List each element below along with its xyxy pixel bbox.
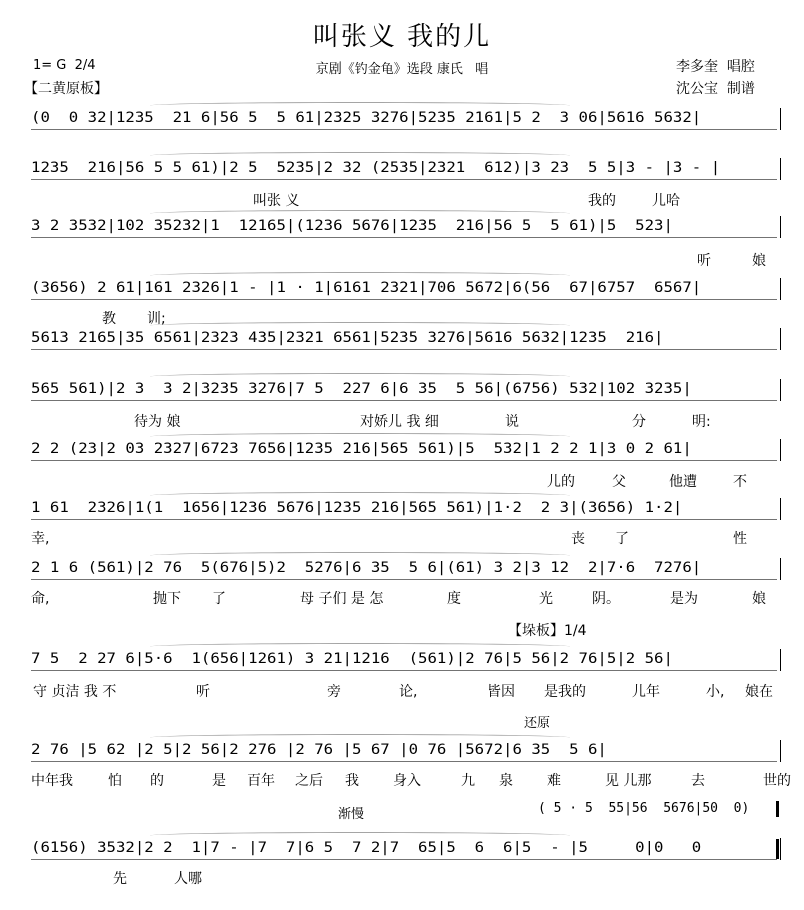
lyric-text: 小, [706, 684, 725, 700]
rhythm-beam [31, 859, 777, 860]
barline [780, 558, 781, 580]
lyric-text: 了 [615, 531, 629, 547]
lyric-text: 幸, [31, 531, 50, 547]
barline [780, 649, 781, 671]
lyric-text: 母 子们 是 怎 [300, 591, 384, 607]
notation-line: 2 76 |5 62 |2 5|2 56|2 276 |2 76 |5 67 |0 76 |5672|6 35 5 6| [31, 742, 607, 758]
lyric-text: 娘 [752, 253, 766, 269]
slur-mark [150, 272, 570, 279]
slur-mark [150, 433, 570, 440]
rhythm-beam [31, 460, 777, 461]
lyric-text: 叫张 义 [253, 193, 300, 209]
slur-mark [150, 552, 570, 559]
lyric-text: 论, [399, 684, 418, 700]
slur-mark [150, 373, 570, 380]
rhythm-beam [31, 129, 777, 130]
banqiang-label: 【二黄原板】 [24, 81, 108, 97]
huanyuan-marking: 还原 [524, 716, 551, 731]
lyric-text: 阴。 [592, 591, 620, 607]
tail-accompaniment: ( 5 · 5 55|56 5676|50 0) [538, 801, 750, 816]
lyric-text: 抛下 [153, 591, 181, 607]
lyric-text: 世的 [763, 773, 791, 789]
rhythm-beam [31, 579, 777, 580]
lyric-text: 了 [212, 591, 226, 607]
lyric-text: 去 [691, 773, 705, 789]
barline [780, 838, 781, 860]
slur-mark [150, 322, 570, 329]
key-signature: 1= G 2/4 [33, 58, 96, 73]
lyric-text: 度 [447, 591, 461, 607]
slur-mark [150, 643, 570, 650]
lyric-text: 旁 [327, 684, 341, 700]
lyric-text: 听 [196, 684, 210, 700]
slur-mark [150, 832, 570, 839]
lyric-text: 不 [733, 474, 747, 490]
lyric-text: 守 贞洁 我 不 [33, 684, 117, 700]
lyric-text: 对娇儿 我 细 [360, 414, 439, 430]
lyric-text: 儿年 [632, 684, 660, 700]
song-title: 叫张义 我的儿 [312, 22, 492, 52]
lyric-text: 我的 [588, 193, 616, 209]
slur-mark [150, 734, 570, 741]
lyric-text: 丧 [571, 531, 585, 547]
lyric-text: 是为 [670, 591, 698, 607]
notation-line: 565 561)|2 3 3 2|3235 3276|7 5 227 6|6 35 5 56|(6756) 532|102 3235| [31, 381, 692, 397]
lyric-text: 见 儿那 [605, 773, 652, 789]
notation-line: 2 1 6 (561)|2 76 5(676|5)2 5276|6 35 5 6|(61) 3 2|3 12 2|7·6 7276| [31, 560, 702, 576]
lyric-text: 娘在 [745, 684, 773, 700]
notation-line: 2 2 (23|2 03 2327|6723 7656|1235 216|565 561)|5 532|1 2 2 1|3 0 2 61| [31, 441, 692, 457]
lyric-text: 分 [632, 414, 646, 430]
barline [780, 328, 781, 350]
lyric-text: 身入 [393, 773, 421, 789]
barline [780, 379, 781, 401]
notation-line: 3 2 3532|102 35232|1 12165|(1236 5676|1235 216|56 5 5 61)|5 523| [31, 218, 673, 234]
lyric-text: 皆因 [487, 684, 515, 700]
lyric-text: 九 [461, 773, 475, 789]
rhythm-beam [31, 400, 777, 401]
lyric-text: 光 [539, 591, 553, 607]
lyric-text: 训; [147, 311, 166, 327]
barline [780, 439, 781, 461]
lyric-text: 命, [31, 591, 50, 607]
tail-double-bar [776, 801, 779, 817]
lyric-text: 的 [150, 773, 164, 789]
opera-subtitle: 京剧《钓金龟》选段 康氏 唱 [315, 62, 489, 77]
lyric-text: 百年 [247, 773, 275, 789]
rhythm-beam [31, 179, 777, 180]
lyric-text: 人哪 [174, 871, 202, 887]
notation-line: 5613 2165|35 6561|2323 435|2321 6561|5235 3276|5616 5632|1235 216| [31, 330, 664, 346]
lyric-text: 我 [345, 773, 359, 789]
lyric-text: 娘 [752, 591, 766, 607]
slur-mark [150, 492, 570, 499]
lyric-text: 泉 [499, 773, 513, 789]
lyric-text: 儿的 [547, 474, 575, 490]
lyric-text: 听 [697, 253, 711, 269]
notation-line: (3656) 2 61|161 2326|1 - |1 · 1|6161 2321|706 5672|6(56 67|6757 6567| [31, 280, 702, 296]
lyric-text: 是我的 [544, 684, 586, 700]
rhythm-beam [31, 299, 777, 300]
lyric-text: 性 [733, 531, 747, 547]
lyric-text: 是 [212, 773, 226, 789]
lyric-text: 说 [505, 414, 519, 430]
barline [780, 108, 781, 130]
barline [780, 216, 781, 238]
notation-line: (6156) 3532|2 2 1|7 - |7 7|6 5 7 2|7 65|5 6 6|5 - |5 0|0 0 [31, 840, 702, 856]
notation-line: 1 61 2326|1(1 1656|1236 5676|1235 216|565 561)|1·2 2 3|(3656) 1·2| [31, 500, 683, 516]
singer-credit: 李多奎 唱腔 [676, 59, 755, 75]
rhythm-beam [31, 237, 777, 238]
rhythm-beam [31, 670, 777, 671]
lyric-text: 他遭 [669, 474, 697, 490]
lyric-text: 明: [692, 414, 711, 430]
final-double-bar [776, 839, 779, 859]
notation-line: 7 5 2 27 6|5·6 1(656|1261) 3 21|1216 (561)|2 76|5 56|2 76|5|2 56| [31, 651, 673, 667]
lyric-text: 儿哈 [652, 193, 680, 209]
barline [780, 498, 781, 520]
jianman-marking: 渐慢 [338, 807, 365, 822]
notation-line: 1235 216|56 5 5 61)|2 5 5235|2 32 (2535|2321 612)|3 23 5 5|3 - |3 - | [31, 160, 721, 176]
lyric-text: 难 [547, 773, 561, 789]
rhythm-beam [31, 519, 777, 520]
barline [780, 278, 781, 300]
rhythm-beam [31, 761, 777, 762]
lyric-text: 教 [102, 311, 116, 327]
lyric-text: 待为 娘 [134, 414, 181, 430]
lyric-text: 中年我 [31, 773, 73, 789]
lyric-text: 怕 [108, 773, 122, 789]
slur-mark [150, 102, 570, 109]
notation-line: (0 0 32|1235 21 6|56 5 5 61|2325 3276|5235 2161|5 2 3 06|5616 5632| [31, 110, 702, 126]
barline [780, 740, 781, 762]
duoban-marking: 【垛板】1/4 [508, 623, 587, 639]
lyric-text: 之后 [295, 773, 323, 789]
transcriber-credit: 沈公宝 制谱 [676, 81, 755, 97]
barline [780, 158, 781, 180]
rhythm-beam [31, 349, 777, 350]
lyric-text: 父 [612, 474, 626, 490]
slur-mark [150, 152, 570, 159]
lyric-text: 先 [113, 871, 127, 887]
slur-mark [150, 210, 570, 217]
